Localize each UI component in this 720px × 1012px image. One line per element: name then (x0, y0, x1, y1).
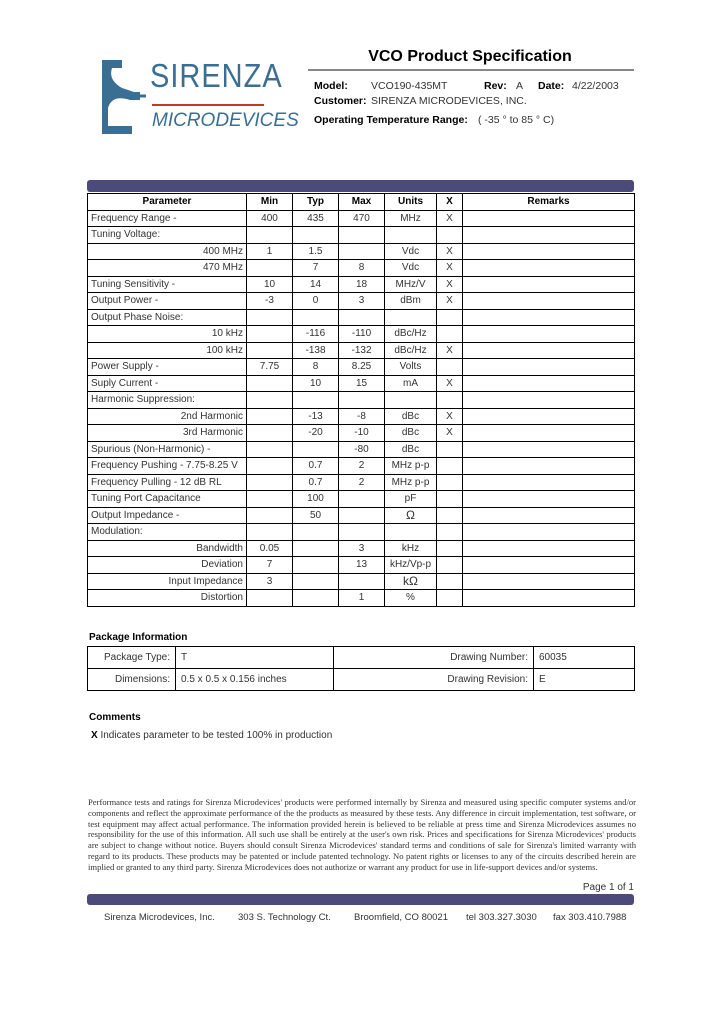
cell-x (437, 540, 463, 557)
table-row (88, 309, 635, 326)
date-value: 4/22/2003 (572, 80, 619, 92)
cell-param: 2nd Harmonic (88, 408, 247, 425)
cell-typ: -116 (293, 326, 339, 343)
cell-remarks (463, 590, 635, 607)
page-number: Page 1 of 1 (582, 882, 634, 893)
drawing-revision-value: E (534, 669, 635, 691)
model-value: VCO190-435MT (371, 80, 448, 92)
cell-typ: 50 (293, 507, 339, 524)
cell-min (247, 375, 293, 392)
cell-typ: 435 (293, 210, 339, 227)
cell-remarks (463, 243, 635, 260)
footer-address: 303 S. Technology Ct. (238, 912, 331, 923)
dimensions-value: 0.5 x 0.5 x 0.156 inches (176, 669, 334, 691)
cell-typ (293, 557, 339, 574)
cell-x (437, 491, 463, 508)
cell-param: Frequency Range - (88, 210, 247, 227)
cell-min: 1 (247, 243, 293, 260)
cell-units: Volts (385, 359, 437, 376)
cell-min: 400 (247, 210, 293, 227)
cell-min (247, 507, 293, 524)
cell-max (339, 243, 385, 260)
table-row (88, 573, 635, 590)
cell-min (247, 590, 293, 607)
temp-value: ( -35 ° to 85 ° C) (478, 114, 555, 126)
package-type-value: T (176, 647, 334, 669)
cell-remarks (463, 260, 635, 277)
table-header-bar (87, 180, 634, 192)
cell-typ: -13 (293, 408, 339, 425)
cell-param: Harmonic Suppression: (88, 392, 247, 409)
cell-remarks (463, 573, 635, 590)
dimensions-label: Dimensions: (88, 669, 176, 691)
cell-min (247, 309, 293, 326)
cell-max: 15 (339, 375, 385, 392)
drawing-number-value: 60035 (534, 647, 635, 669)
cell-min (247, 326, 293, 343)
sirenza-logo (100, 58, 299, 138)
cell-min (247, 408, 293, 425)
cell-remarks (463, 375, 635, 392)
table-row (88, 557, 635, 574)
cell-x: X (437, 243, 463, 260)
cell-param: 400 MHz (88, 243, 247, 260)
page-title: VCO Product Specification (368, 48, 572, 65)
comment-line (91, 730, 332, 741)
col-min: Min (247, 194, 293, 211)
table-row (88, 474, 635, 491)
cell-min (247, 474, 293, 491)
cell-x (437, 590, 463, 607)
cell-x (437, 557, 463, 574)
cell-typ (293, 524, 339, 541)
cell-min (247, 342, 293, 359)
cell-max: 2 (339, 474, 385, 491)
table-row (88, 524, 635, 541)
cell-units: MHz p-p (385, 458, 437, 475)
table-row (88, 392, 635, 409)
cell-typ (293, 590, 339, 607)
col-max: Max (339, 194, 385, 211)
cell-min: -3 (247, 293, 293, 310)
date-label: Date: (538, 80, 565, 92)
cell-max: -110 (339, 326, 385, 343)
cell-param: Modulation: (88, 524, 247, 541)
temp-label: Operating Temperature Range: (314, 114, 468, 126)
cell-max (339, 309, 385, 326)
cell-remarks (463, 458, 635, 475)
package-row (88, 669, 635, 691)
cell-typ: -20 (293, 425, 339, 442)
cell-param: 3rd Harmonic (88, 425, 247, 442)
cell-units: dBm (385, 293, 437, 310)
cell-remarks (463, 276, 635, 293)
cell-min: 7 (247, 557, 293, 574)
cell-units: Vdc (385, 243, 437, 260)
cell-max: 13 (339, 557, 385, 574)
cell-x: X (437, 260, 463, 277)
cell-typ: 0.7 (293, 474, 339, 491)
cell-x: X (437, 408, 463, 425)
cell-min: 3 (247, 573, 293, 590)
cell-x (437, 474, 463, 491)
col-units: Units (385, 194, 437, 211)
cell-remarks (463, 491, 635, 508)
footer-city: Broomfield, CO 80021 (354, 912, 448, 923)
col-typ: Typ (293, 194, 339, 211)
cell-param: Suply Current - (88, 375, 247, 392)
cell-param: Tuning Voltage: (88, 227, 247, 244)
cell-units: kHz (385, 540, 437, 557)
table-row (88, 441, 635, 458)
cell-units (385, 524, 437, 541)
cell-remarks (463, 540, 635, 557)
comment-text: Indicates parameter to be tested 100% in production (100, 730, 333, 741)
drawing-number-label: Drawing Number: (334, 647, 534, 669)
table-row (88, 243, 635, 260)
cell-units: MHz/V (385, 276, 437, 293)
table-row (88, 491, 635, 508)
logo-name: SIRENZA (150, 58, 283, 95)
cell-remarks (463, 557, 635, 574)
cell-typ (293, 309, 339, 326)
table-row (88, 590, 635, 607)
footer-company: Sirenza Microdevices, Inc. (104, 912, 215, 923)
footer-bar (87, 894, 634, 905)
cell-remarks (463, 293, 635, 310)
logo-subname: MICRODEVICES (152, 110, 299, 131)
cell-param: Tuning Port Capacitance (88, 491, 247, 508)
table-row (88, 326, 635, 343)
cell-units: dBc (385, 408, 437, 425)
cell-units (385, 392, 437, 409)
col-parameter: Parameter (88, 194, 247, 211)
disclaimer-text: Performance tests and ratings for Sirenza Microdevices' products were performed internally by Sirenza and measured using specific computer systems and/or components and reflect the approximate performance of the the products as measured by these tests. Any difference in circuit implementation, test software, or test equipment may affect actual performance. The information provided herein is believed to be reliable at press time and Sirenza Microdevices assumes no responsibility for the use of this information. All such use shall be entirely at the user's own risk. Prices and specifications for Sirenza Microdevices' products are subject to change without notice. Buyers should consult Sirenza Microdevices' standard terms and conditions of sale for Sirenza's limited warranty with regard to its products. These products may be patented or include patented technology. No patent rights or licenses to any of the circuits described herein are implied or granted to any third party. Sirenza Microdevices does not authorize or warrant any product for use in life-support devices and/or systems. (88, 797, 636, 872)
cell-param: Output Impedance - (88, 507, 247, 524)
cell-units: kHz/Vp-p (385, 557, 437, 574)
cell-param: Distortion (88, 590, 247, 607)
cell-typ: 14 (293, 276, 339, 293)
customer-value: SIRENZA MICRODEVICES, INC. (371, 95, 527, 107)
cell-units: Ω (385, 507, 437, 524)
cell-min (247, 260, 293, 277)
cell-typ: 0 (293, 293, 339, 310)
cell-param: Spurious (Non-Harmonic) - (88, 441, 247, 458)
cell-remarks (463, 210, 635, 227)
table-row (88, 458, 635, 475)
cell-remarks (463, 227, 635, 244)
cell-units: pF (385, 491, 437, 508)
cell-typ: 1.5 (293, 243, 339, 260)
customer-label: Customer: (314, 95, 367, 107)
table-row (88, 227, 635, 244)
cell-units: dBc/Hz (385, 326, 437, 343)
cell-typ: 7 (293, 260, 339, 277)
title-divider (308, 69, 634, 71)
model-label: Model: (314, 80, 348, 92)
rev-label: Rev: (484, 80, 507, 92)
cell-x (437, 573, 463, 590)
cell-units: mA (385, 375, 437, 392)
cell-param: Input Impedance (88, 573, 247, 590)
cell-param: 470 MHz (88, 260, 247, 277)
cell-param: Frequency Pushing - 7.75-8.25 V (88, 458, 247, 475)
drawing-revision-label: Drawing Revision: (334, 669, 534, 691)
cell-max (339, 491, 385, 508)
cell-param: Output Phase Noise: (88, 309, 247, 326)
cell-typ: 8 (293, 359, 339, 376)
cell-x (437, 524, 463, 541)
cell-max: 3 (339, 293, 385, 310)
cell-remarks (463, 392, 635, 409)
cell-x (437, 507, 463, 524)
cell-remarks (463, 359, 635, 376)
cell-x: X (437, 375, 463, 392)
cell-param: 100 kHz (88, 342, 247, 359)
cell-remarks (463, 441, 635, 458)
cell-typ (293, 573, 339, 590)
cell-units: % (385, 590, 437, 607)
col-remarks: Remarks (463, 194, 635, 211)
cell-x: X (437, 210, 463, 227)
cell-param: Output Power - (88, 293, 247, 310)
cell-max: 3 (339, 540, 385, 557)
cell-max (339, 392, 385, 409)
spec-table-header (88, 194, 635, 211)
cell-min (247, 491, 293, 508)
table-row (88, 276, 635, 293)
cell-typ: 100 (293, 491, 339, 508)
cell-units (385, 309, 437, 326)
cell-max: 2 (339, 458, 385, 475)
cell-param: Tuning Sensitivity - (88, 276, 247, 293)
table-row (88, 260, 635, 277)
cell-x: X (437, 342, 463, 359)
cell-x (437, 326, 463, 343)
cell-x (437, 309, 463, 326)
cell-max (339, 507, 385, 524)
cell-max: -132 (339, 342, 385, 359)
cell-max: 8.25 (339, 359, 385, 376)
cell-max (339, 227, 385, 244)
cell-units (385, 227, 437, 244)
cell-typ (293, 227, 339, 244)
cell-typ (293, 441, 339, 458)
cell-remarks (463, 507, 635, 524)
cell-x (437, 227, 463, 244)
table-row (88, 425, 635, 442)
table-row (88, 375, 635, 392)
cell-x (437, 458, 463, 475)
cell-max: -8 (339, 408, 385, 425)
footer-tel: tel 303.327.3030 (466, 912, 537, 923)
cell-max (339, 573, 385, 590)
cell-max: 1 (339, 590, 385, 607)
table-row (88, 293, 635, 310)
comment-marker: X (91, 730, 98, 741)
cell-remarks (463, 326, 635, 343)
cell-max: 8 (339, 260, 385, 277)
cell-min (247, 524, 293, 541)
cell-min (247, 425, 293, 442)
cell-x: X (437, 293, 463, 310)
cell-param: Bandwidth (88, 540, 247, 557)
cell-units: Vdc (385, 260, 437, 277)
spec-table (87, 193, 635, 607)
cell-max: -10 (339, 425, 385, 442)
cell-units: dBc/Hz (385, 342, 437, 359)
cell-remarks (463, 408, 635, 425)
cell-remarks (463, 425, 635, 442)
cell-param: Deviation (88, 557, 247, 574)
cell-x (437, 359, 463, 376)
cell-max: -80 (339, 441, 385, 458)
comments-heading: Comments (89, 712, 141, 723)
package-type-label: Package Type: (88, 647, 176, 669)
package-table (87, 646, 635, 691)
cell-typ: 0.7 (293, 458, 339, 475)
cell-units: MHz p-p (385, 474, 437, 491)
cell-remarks (463, 309, 635, 326)
cell-typ (293, 392, 339, 409)
cell-min (247, 458, 293, 475)
cell-x: X (437, 276, 463, 293)
footer-fax: fax 303.410.7988 (553, 912, 627, 923)
cell-max: 18 (339, 276, 385, 293)
cell-param: 10 kHz (88, 326, 247, 343)
cell-remarks (463, 524, 635, 541)
table-row (88, 210, 635, 227)
table-row (88, 359, 635, 376)
cell-units: dBc (385, 425, 437, 442)
table-row (88, 507, 635, 524)
col-x: X (437, 194, 463, 211)
cell-units: kΩ (385, 573, 437, 590)
cell-typ (293, 540, 339, 557)
cell-param: Power Supply - (88, 359, 247, 376)
cell-min: 0.05 (247, 540, 293, 557)
cell-min (247, 227, 293, 244)
cell-min: 10 (247, 276, 293, 293)
table-row (88, 342, 635, 359)
cell-param: Frequency Pulling - 12 dB RL (88, 474, 247, 491)
cell-min: 7.75 (247, 359, 293, 376)
cell-remarks (463, 342, 635, 359)
cell-max: 470 (339, 210, 385, 227)
cell-x (437, 392, 463, 409)
cell-typ: 10 (293, 375, 339, 392)
package-row (88, 647, 635, 669)
cell-typ: -138 (293, 342, 339, 359)
rev-value: A (516, 80, 524, 92)
cell-max (339, 524, 385, 541)
table-row (88, 408, 635, 425)
cell-remarks (463, 474, 635, 491)
cell-units: MHz (385, 210, 437, 227)
cell-x (437, 441, 463, 458)
package-heading: Package Information (89, 632, 188, 643)
cell-min (247, 441, 293, 458)
table-row (88, 540, 635, 557)
cell-units: dBc (385, 441, 437, 458)
cell-x: X (437, 425, 463, 442)
cell-min (247, 392, 293, 409)
